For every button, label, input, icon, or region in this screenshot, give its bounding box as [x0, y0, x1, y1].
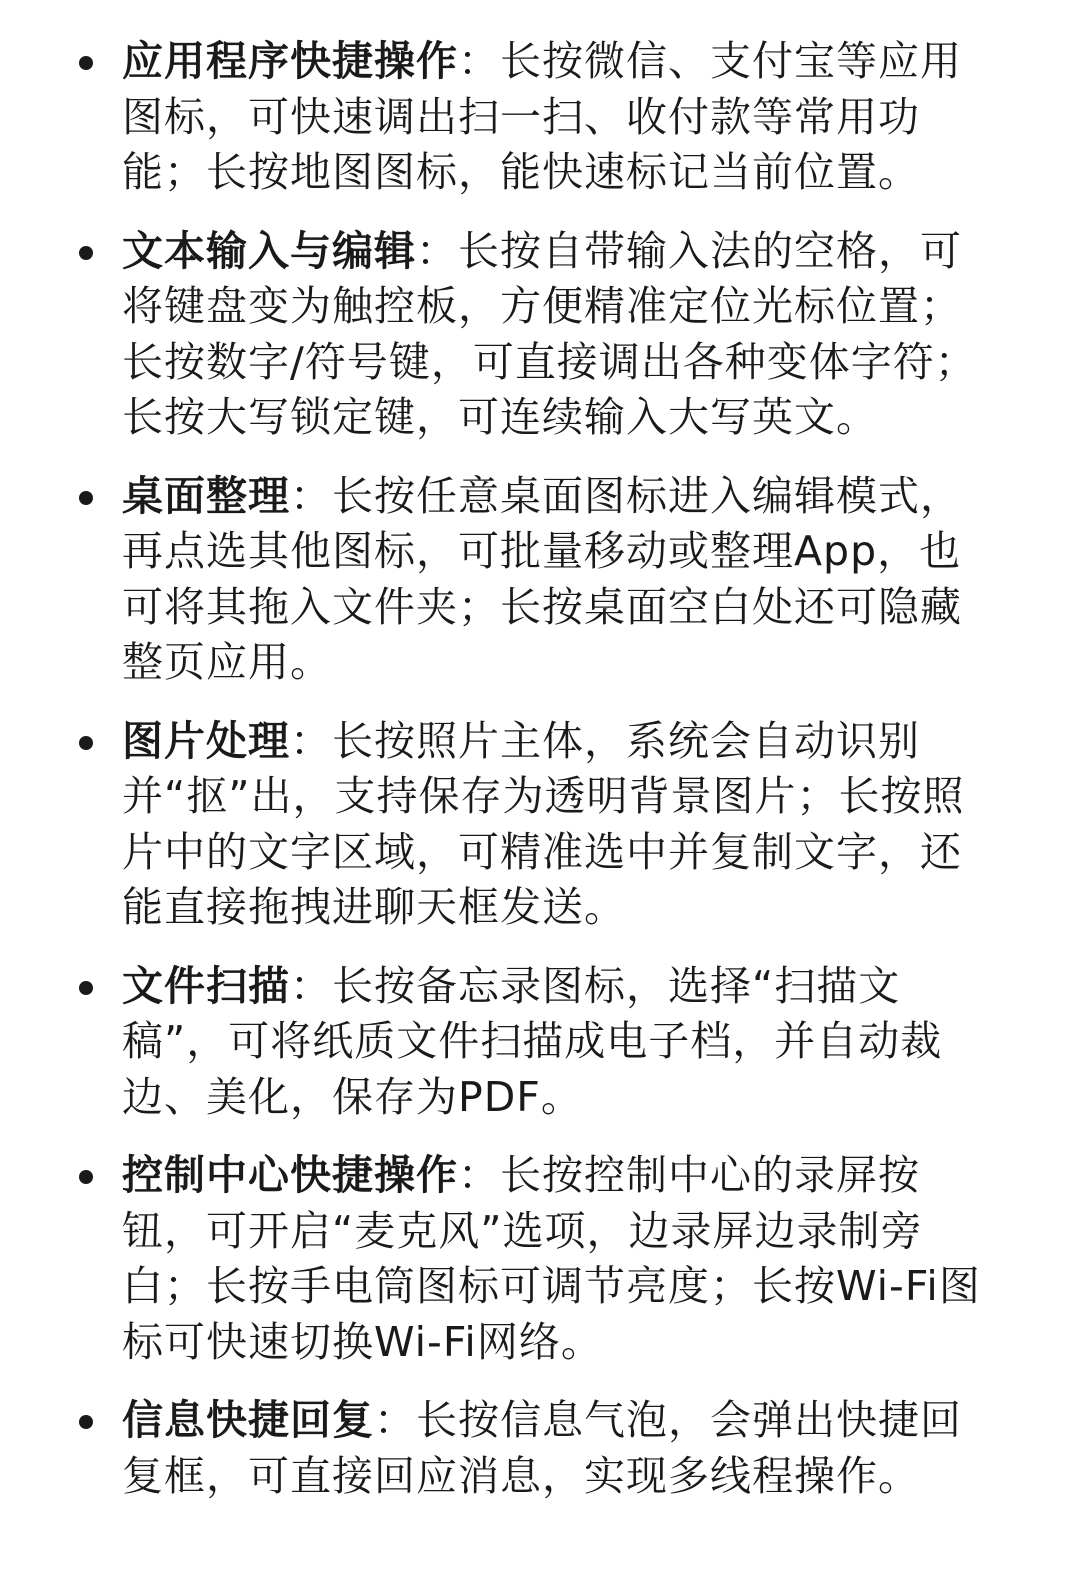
item-separator: ： — [458, 1151, 500, 1199]
item-description: 长按备忘录图标，选择“扫描文稿”，可将纸质文件扫描成电子档，并自动裁边、美化，保存为PDF。 — [122, 961, 943, 1121]
list-item-text — [122, 959, 996, 1126]
item-description: 长按控制中心的录屏按钮，可开启“麦克风”选项，边录屏边录制旁白；长按手电筒图标可调节亮度；长按Wi-Fi图标可快速切换Wi-Fi网络。 — [122, 1151, 981, 1366]
list-item — [0, 959, 1076, 1126]
item-separator: ： — [290, 471, 332, 520]
item-description: 长按自带输入法的空格，可将键盘变为触控板，方便精准定位光标位置；长按数字/符号键，可直接调出各种变体字符；长按大写锁定键，可连续输入大写英文。 — [122, 226, 977, 441]
list-item — [0, 714, 1076, 936]
item-term: 文本输入与编辑 — [122, 226, 416, 275]
bullet-dot-icon — [79, 491, 93, 505]
list-item-text — [122, 34, 996, 201]
list-item-text — [122, 1148, 996, 1370]
item-term: 图片处理 — [122, 716, 290, 765]
list-item — [0, 34, 1076, 201]
item-separator: ： — [290, 961, 332, 1010]
item-term: 文件扫描 — [122, 961, 290, 1010]
list-item-text — [122, 469, 996, 691]
list-item — [0, 1148, 1076, 1370]
list-item — [0, 1393, 1076, 1504]
item-term: 信息快捷回复 — [122, 1396, 374, 1444]
bullet-dot-icon — [79, 1415, 93, 1429]
list-item-text — [122, 1393, 996, 1504]
item-separator: ： — [458, 37, 500, 85]
tips-list — [0, 34, 1076, 1527]
bullet-dot-icon — [79, 246, 93, 260]
bullet-dot-icon — [79, 981, 93, 995]
item-description: 长按照片主体，系统会自动识别并“抠”出，支持保存为透明背景图片；长按照片中的文字区域，可精准选中并复制文字，还能直接拖拽进聊天框发送。 — [122, 716, 965, 931]
item-term: 控制中心快捷操作 — [122, 1151, 458, 1199]
bullet-dot-icon — [79, 1170, 93, 1184]
list-item-text — [122, 714, 996, 936]
list-item — [0, 224, 1076, 446]
bullet-dot-icon — [79, 736, 93, 750]
item-term: 桌面整理 — [122, 471, 290, 520]
item-separator: ： — [290, 716, 332, 765]
item-description: 长按任意桌面图标进入编辑模式，再点选其他图标，可批量移动或整理App，也可将其拖入文件夹；长按桌面空白处还可隐藏整页应用。 — [122, 471, 962, 686]
item-separator: ： — [374, 1396, 416, 1444]
list-item-text — [122, 224, 996, 446]
item-separator: ： — [416, 226, 458, 275]
bullet-dot-icon — [79, 56, 93, 70]
item-term: 应用程序快捷操作 — [122, 37, 458, 85]
list-item — [0, 469, 1076, 691]
item-description: 长按信息气泡，会弹出快捷回复框，可直接回应消息，实现多线程操作。 — [122, 1396, 962, 1500]
item-description: 长按微信、支付宝等应用图标，可快速调出扫一扫、收付款等常用功能；长按地图图标，能快速标记当前位置。 — [122, 37, 962, 196]
